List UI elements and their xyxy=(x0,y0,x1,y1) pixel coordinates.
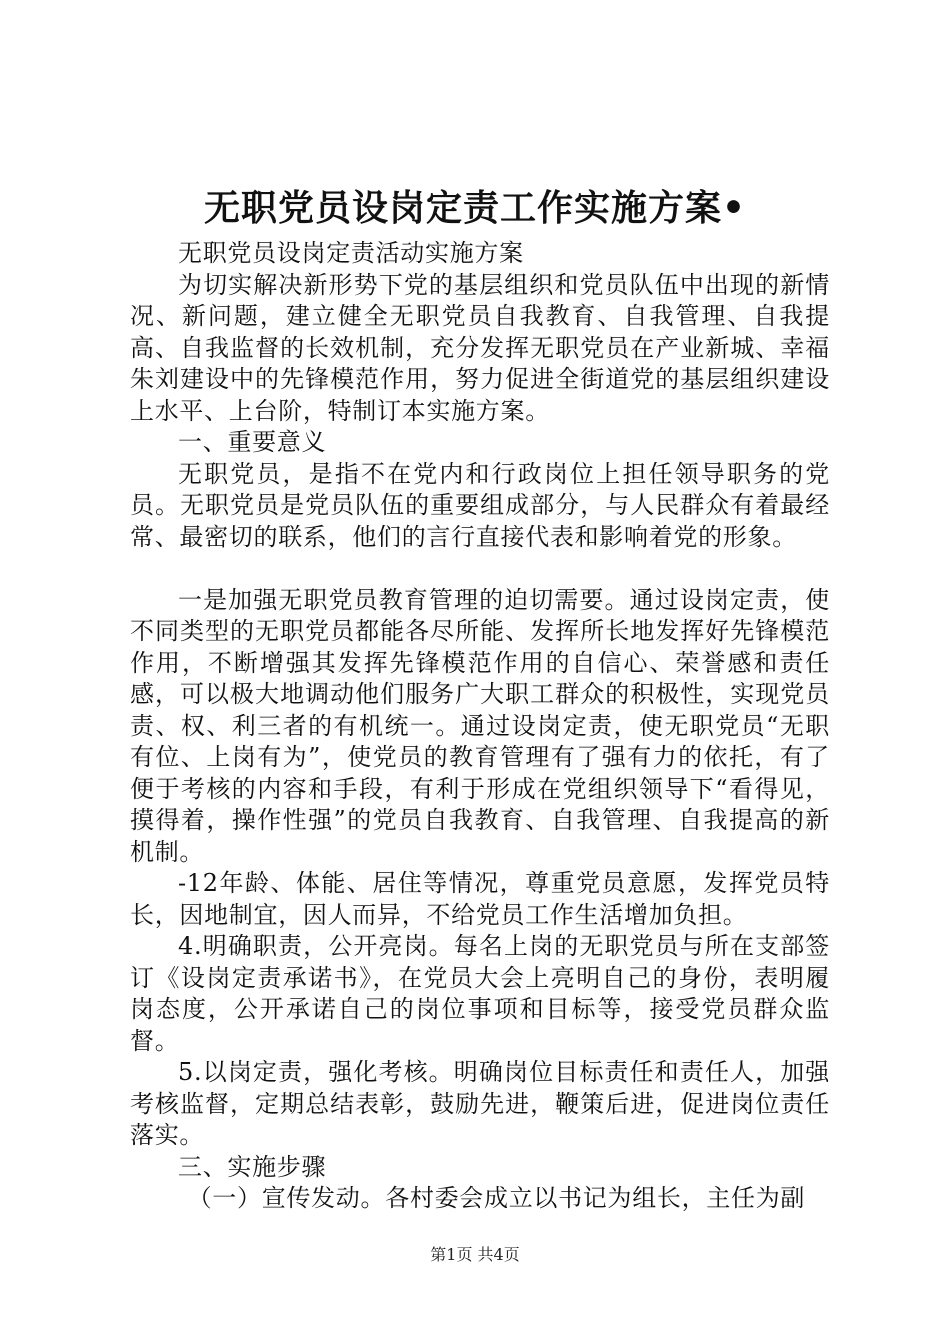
section-heading-steps: 三、实施步骤 xyxy=(178,1152,327,1181)
point-one-paragraph: 一是加强无职党员教育管理的迫切需要。通过设岗定责，使不同类型的无职党员都能各尽所能、发挥所长地发挥好先锋模范作用，不断增强其发挥先锋模范作用的自信心、荣誉感和责任感，可以极大地调动他们服务广大职工群众的积极性，实现党员责、权、利三者的有机统一。通过设岗定责，使无职党员“无职有位、上岗有为”，使党员的教育管理有了强有力的依托，有了便于考核的内容和手段，有利于形成在党组织领导下“看得见，摸得着，操作性强”的党员自我教育、自我管理、自我提高的新机制。 xyxy=(130,585,830,866)
step-one-paragraph: （一）宣传发动。各村委会成立以书记为组长，主任为副 xyxy=(187,1184,806,1212)
document-body xyxy=(130,238,830,1215)
definition-paragraph: 无职党员，是指不在党内和行政岗位上担任领导职务的党员。无职党员是党员队伍的重要组成部分，与人民群众有着最经常、最密切的联系，他们的言行直接代表和影响着党的形象。 xyxy=(130,459,830,551)
blank-line xyxy=(130,553,830,585)
document-title: 无职党员设岗定责工作实施方案• xyxy=(203,187,746,229)
item-5-paragraph: 5.以岗定责，强化考核。明确岗位目标责任和责任人，加强考核监督，定期总结表彰，鼓励先进，鞭策后进，促进岗位责任落实。 xyxy=(130,1058,830,1149)
subtitle-paragraph: 无职党员设岗定责活动实施方案 xyxy=(178,239,524,267)
section-heading-importance: 一、重要意义 xyxy=(178,428,327,456)
item-4-paragraph: 4.明确职责，公开亮岗。每名上岗的无职党员与所在支部签订《设岗定责承诺书》，在党员大会上亮明自己的身份，表明履岗态度，公开承诺自己的岗位事项和目标等，接受党员群众监督。 xyxy=(130,932,830,1055)
page-number-footer: 第1页 共4页 xyxy=(430,1245,520,1264)
intro-paragraph: 为切实解决新形势下党的基层组织和党员队伍中出现的新情况、新问题，建立健全无职党员自我教育、自我管理、自我提高、自我监督的长效机制，充分发挥无职党员在产业新城、幸福朱刘建设中的先锋模范作用，努力促进全街道党的基层组织建设上水平、上台阶，特制订本实施方案。 xyxy=(130,270,830,425)
criteria-paragraph: -12年龄、体能、居住等情况，尊重党员意愿，发挥党员特长，因地制宜，因人而异，不给党员工作生活增加负担。 xyxy=(130,869,830,929)
